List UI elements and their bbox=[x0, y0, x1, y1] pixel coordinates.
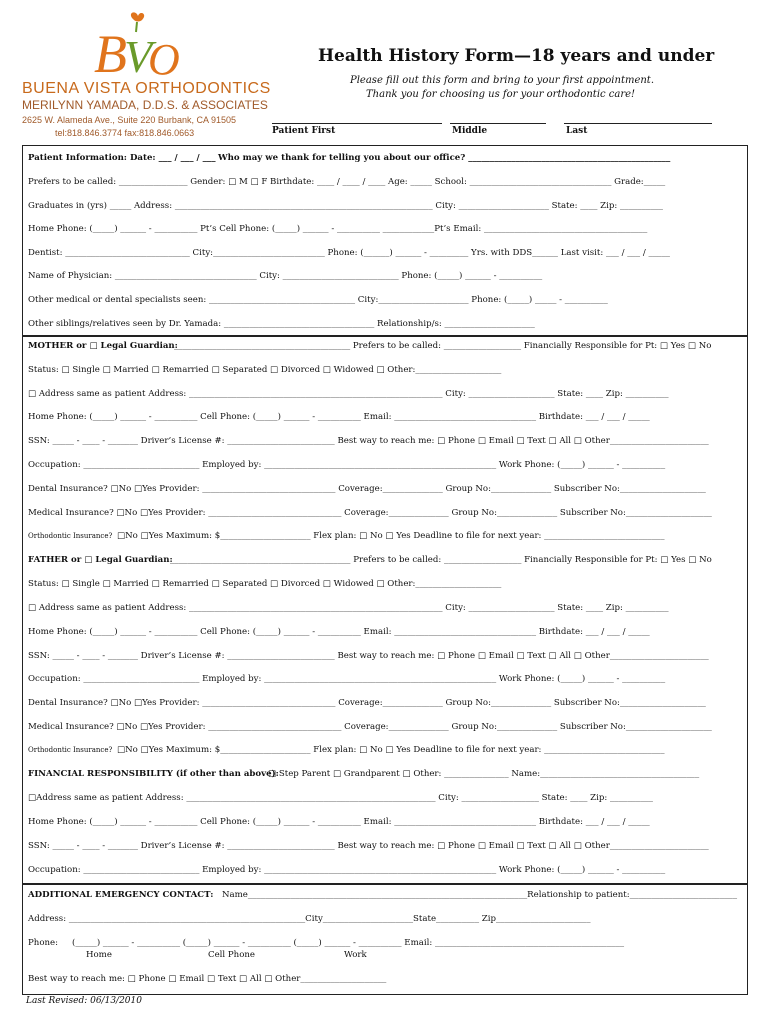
emergency-home-label: Home bbox=[86, 950, 112, 960]
mother-address[interactable]: □ Address same as patient Address: ___________________________________________________________ City: ____________________ State: ____ Zip: __________ bbox=[28, 389, 669, 399]
patient-info-date[interactable]: Patient Information: Date: ___ / ___ / ___ bbox=[28, 153, 216, 163]
patient-line-8[interactable]: Other siblings/relatives seen by Dr. Yamada: ___________________________________ Relationship/s: _____________________ bbox=[28, 319, 535, 329]
financial-address[interactable]: □Address same as patient Address: __________________________________________________________ City: __________________ State: ____ Zip: __________ bbox=[28, 793, 653, 803]
practice-name: BUENA VISTA ORTHODONTICS bbox=[22, 80, 271, 97]
patient-line-7[interactable]: Other medical or dental specialists seen: __________________________________ City:_____________________ Phone: (_____) _____ - __________ bbox=[28, 295, 608, 305]
mother-ssn[interactable]: SSN: _____ - ____ - _______ Driver’s License #: _________________________ Best way to reach me: □ Phone □ Email □ Text □ All □ Other_______________________ bbox=[28, 436, 709, 446]
svg-text:B: B bbox=[94, 24, 127, 78]
label-patient-first: Patient First bbox=[272, 126, 336, 136]
mother-name-line[interactable]: _________________________________________ Prefers to be called: __________________ Financially Responsible for Pt: □ Yes □ No bbox=[174, 341, 712, 351]
mother-medical-insurance[interactable]: Medical Insurance? □No □Yes Provider: _______________________________ Coverage:______________ Group No:______________ Subscriber No:____________________ bbox=[28, 508, 712, 518]
father-heading: FATHER or □ Legal Guardian: bbox=[28, 555, 173, 565]
father-status[interactable]: Status: □ Single □ Married □ Remarried □ Separated □ Divorced □ Widowed □ Other:____________________ bbox=[28, 579, 502, 589]
father-ortho-label: Orthodontic Insurance? bbox=[28, 746, 113, 754]
father-dental-insurance[interactable]: Dental Insurance? □No □Yes Provider: _______________________________ Coverage:______________ Group No:______________ Subscriber No:____________________ bbox=[28, 698, 706, 708]
patient-line-3[interactable]: Graduates in (yrs) _____ Address: ____________________________________________________________ City: _____________________ State: ____ Zip: __________ bbox=[28, 201, 663, 211]
father-ssn[interactable]: SSN: _____ - ____ - _______ Driver’s License #: _________________________ Best way to reach me: □ Phone □ Email □ Text □ All □ Other_______________________ bbox=[28, 651, 709, 661]
financial-ssn[interactable]: SSN: _____ - ____ - _______ Driver’s License #: _________________________ Best way to reach me: □ Phone □ Email □ Text □ All □ Other_______________________ bbox=[28, 841, 709, 851]
last-revised: Last Revised: 06/13/2010 bbox=[26, 996, 142, 1006]
svg-text:O: O bbox=[148, 35, 180, 78]
father-ortho-insurance[interactable]: □No □Yes Maximum: $_____________________ Flex plan: □ No □ Yes Deadline to file for next year: ____________________________ bbox=[117, 745, 665, 755]
father-address[interactable]: □ Address same as patient Address: ___________________________________________________________ City: ____________________ State: ____ Zip: __________ bbox=[28, 603, 669, 613]
name-line-first[interactable] bbox=[272, 123, 442, 124]
practice-address: 2625 W. Alameda Ave., Suite 220 Burbank, CA 91505 bbox=[22, 115, 236, 125]
practice-phone: tel:818.846.3774 fax:818.846.0663 bbox=[55, 128, 195, 138]
svg-text:V: V bbox=[124, 31, 153, 78]
patient-information-section bbox=[22, 145, 748, 337]
father-medical-insurance[interactable]: Medical Insurance? □No □Yes Provider: _______________________________ Coverage:______________ Group No:______________ Subscriber No:____________________ bbox=[28, 722, 712, 732]
bvo-monogram-logo bbox=[92, 10, 182, 78]
father-name-line[interactable]: __________________________________________ Prefers to be called: __________________ Financially Responsible for Pt: □ Yes □ No bbox=[170, 555, 712, 565]
mother-heading: MOTHER or □ Legal Guardian: bbox=[28, 341, 178, 351]
label-middle: Middle bbox=[452, 126, 488, 136]
patient-line-5[interactable]: Dentist: _____________________________ City:__________________________ Phone: (______) ______ - _________ Yrs. with DDS______ Last visit: ___ / ___ / _____ bbox=[28, 248, 670, 258]
mother-ortho-label: Orthodontic Insurance? bbox=[28, 532, 113, 540]
emergency-work-label: Work bbox=[344, 950, 367, 960]
father-occupation[interactable]: Occupation: ___________________________ Employed by: ______________________________________________________ Work Phone: (_____) ______ - __________ bbox=[28, 674, 666, 684]
emergency-address[interactable]: Address: _______________________________________________________City_____________________State__________ Zip______________________ bbox=[28, 914, 591, 924]
financial-heading: FINANCIAL RESPONSIBILITY (if other than above): bbox=[28, 769, 279, 779]
emergency-name[interactable]: Name_________________________________________________________________Relationship to patient:_________________________ bbox=[222, 890, 738, 900]
emergency-heading: ADDITIONAL EMERGENCY CONTACT: bbox=[28, 890, 214, 900]
mother-phones[interactable]: Home Phone: (_____) ______ - __________ Cell Phone: (_____) ______ - __________ Email: _________________________________ Birthdate: ___ / ___ / _____ bbox=[28, 412, 650, 422]
financial-occupation[interactable]: Occupation: ___________________________ Employed by: ______________________________________________________ Work Phone: (_____) ______ - __________ bbox=[28, 865, 666, 875]
mother-status[interactable]: Status: □ Single □ Married □ Remarried □ Separated □ Divorced □ Widowed □ Other:____________________ bbox=[28, 365, 502, 375]
mother-ortho-insurance[interactable]: □No □Yes Maximum: $_____________________ Flex plan: □ No □ Yes Deadline to file for next year: ____________________________ bbox=[117, 531, 665, 541]
form-subtitle-1: Please fill out this form and bring to your first appointment. bbox=[350, 75, 654, 86]
financial-phones[interactable]: Home Phone: (_____) ______ - __________ Cell Phone: (_____) ______ - __________ Email: _________________________________ Birthdate: ___ / ___ / _____ bbox=[28, 817, 650, 827]
emergency-reach[interactable]: Best way to reach me: □ Phone □ Email □ Text □ All □ Other____________________ bbox=[28, 974, 387, 984]
name-line-last[interactable] bbox=[564, 123, 712, 124]
emergency-phones[interactable]: (_____) ______ - __________ (_____) ______ - __________ (_____) ______ - __________ Email: ____________________________________________ bbox=[72, 938, 625, 948]
father-phones[interactable]: Home Phone: (_____) ______ - __________ Cell Phone: (_____) ______ - __________ Email: _________________________________ Birthdate: ___ / ___ / _____ bbox=[28, 627, 650, 637]
financial-relationship[interactable]: □ Step Parent □ Grandparent □ Other: _______________ Name:_____________________________________ bbox=[268, 769, 700, 779]
referral-source-field[interactable]: Who may we thank for telling you about our office? _______________________________________________ bbox=[218, 153, 671, 163]
mother-occupation[interactable]: Occupation: ___________________________ Employed by: ______________________________________________________ Work Phone: (_____) ______ - __________ bbox=[28, 460, 666, 470]
doctor-line: MERILYNN YAMADA, D.D.S. & ASSOCIATES bbox=[22, 98, 268, 112]
label-last: Last bbox=[566, 126, 588, 136]
mother-dental-insurance[interactable]: Dental Insurance? □No □Yes Provider: _______________________________ Coverage:______________ Group No:______________ Subscriber No:____________________ bbox=[28, 484, 706, 494]
patient-line-4[interactable]: Home Phone: (_____) ______ - __________ Pt’s Cell Phone: (_____) ______ - __________ ____________Pt’s Email: ______________________________________ bbox=[28, 224, 648, 234]
patient-line-2[interactable]: Prefers to be called: ________________ Gender: □ M □ F Birthdate: ____ / ____ / ____ Age: _____ School: _________________________________ Grade:_____ bbox=[28, 177, 666, 187]
emergency-phone-label: Phone: bbox=[28, 938, 59, 948]
form-title: Health History Form—18 years and under bbox=[318, 46, 715, 66]
form-subtitle-2: Thank you for choosing us for your orthodontic care! bbox=[366, 89, 636, 100]
name-line-middle[interactable] bbox=[450, 123, 546, 124]
patient-line-6[interactable]: Name of Physician: _________________________________ City: ___________________________ Phone: (_____) ______ - __________ bbox=[28, 271, 543, 281]
emergency-cell-label: Cell Phone bbox=[208, 950, 256, 960]
